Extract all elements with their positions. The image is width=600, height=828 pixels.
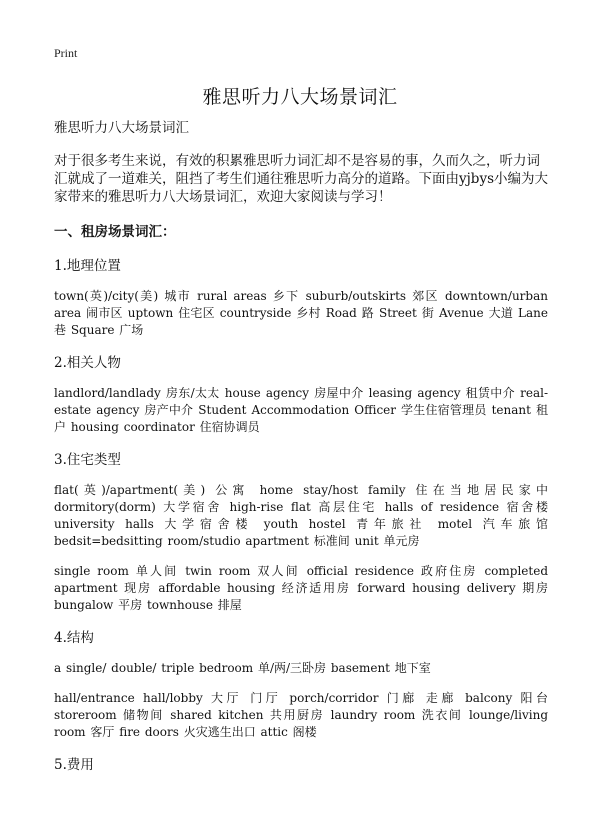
vocab-paragraph-housing-type-2: single room 单人间 twin room 双人间 official residence 政府住房 completed apartment 现房 affordable housing 经济适用房 forward housing delivery 期房 bungalow 平房 townhouse 排屋 <box>54 564 548 612</box>
subsection-heading-location: 1.地理位置 <box>54 258 121 274</box>
document-body <box>54 118 548 787</box>
intro-paragraph: 对于很多考生来说，有效的积累雅思听力词汇却不是容易的事，久而久之，听力词汇就成了一道难关，阻挡了考生们通往雅思听力高分的道路。下面由yjbys小编为大家带来的雅思听力八大场景词汇，欢迎大家阅读与学习！ <box>54 153 549 205</box>
document-subtitle: 雅思听力八大场景词汇 <box>54 120 189 136</box>
subsection-heading-housing-type: 3.住宅类型 <box>54 452 121 468</box>
vocab-paragraph-people: landlord/landlady 房东/太太 house agency 房屋中介 leasing agency 租赁中介 real-estate agency 房产中介 Student Accommodation Officer 学生住宿管理员 tenant 租户 housing coordinator 住宿协调员 <box>54 386 548 434</box>
subsection-heading-fees: 5.费用 <box>54 757 94 773</box>
subsection-heading-structure: 4.结构 <box>54 630 94 646</box>
vocab-paragraph-structure-1: a single/ double/ triple bedroom 单/两/三卧房 basement 地下室 <box>54 661 431 675</box>
vocab-paragraph-housing-type-1: flat(英)/apartment(美) 公寓 home stay/host family 住在当地居民家中 dormitory(dorm) 大学宿舍 high-rise flat 高层住宅 halls of residence 宿舍楼 university halls 大学宿舍楼 youth hostel 青年旅社 motel 汽车旅馆 bedsit=bedsitting room/studio apartment 标准间 unit 单元房 <box>54 483 548 548</box>
page-title: 雅思听力八大场景词汇 <box>202 86 398 108</box>
print-link[interactable]: Print <box>54 46 78 60</box>
section-heading-rental: 一、租房场景词汇： <box>54 224 176 240</box>
vocab-paragraph-structure-2: hall/entrance hall/lobby 大厅 门厅 porch/corridor 门廊 走廊 balcony 阳台 storeroom 储物间 shared kitchen 共用厨房 laundry room 洗衣间 lounge/living room 客厅 fire doors 火灾逃生出口 attic 阁楼 <box>54 691 548 739</box>
vocab-paragraph-location: town(英)/city(美) 城市 rural areas 乡下 suburb/outskirts 郊区 downtown/urban area 闹市区 uptown 住宅区 countryside 乡村 Road 路 Street 街 Avenue 大道 Lane 巷 Square 广场 <box>54 289 548 337</box>
subsection-heading-people: 2.相关人物 <box>54 355 121 371</box>
